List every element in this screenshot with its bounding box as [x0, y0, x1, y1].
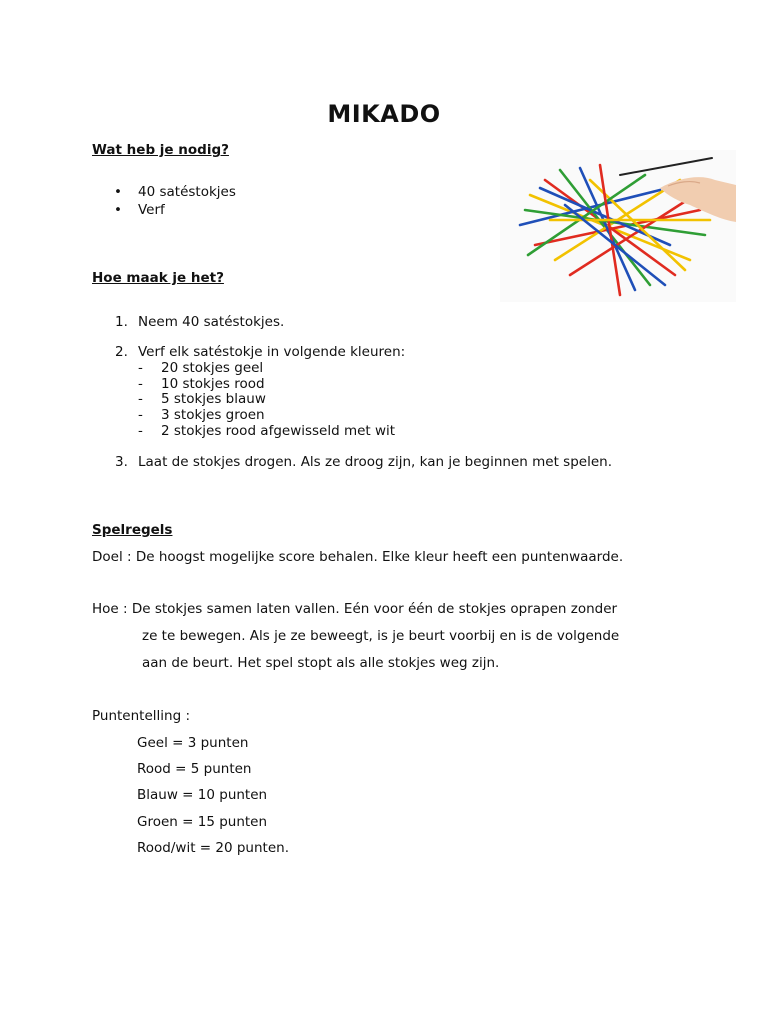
mikado-sticks-photo	[500, 150, 736, 302]
score-item-2: Rood = 5 punten	[137, 761, 252, 777]
color-dash-2: -	[138, 376, 143, 392]
step-number-3: 3.	[115, 454, 128, 470]
rules-goal: Doel : De hoogst mogelijke score behalen. Elke kleur heeft een puntenwaarde.	[92, 549, 624, 565]
step-number-2: 2.	[115, 344, 128, 360]
rules-how-line-3: aan de beurt. Het spel stopt als alle stokjes weg zijn.	[142, 655, 500, 671]
color-dash-1: -	[138, 360, 143, 376]
color-item-4: 3 stokjes groen	[161, 407, 265, 423]
needs-heading: Wat heb je nodig?	[92, 142, 229, 158]
color-item-5: 2 stokjes rood afgewisseld met wit	[161, 423, 396, 439]
needs-bullet-1: •	[114, 184, 122, 200]
color-dash-5: -	[138, 423, 143, 439]
color-item-1: 20 stokjes geel	[161, 360, 264, 376]
color-item-3: 5 stokjes blauw	[161, 391, 266, 407]
needs-bullet-2: •	[114, 202, 122, 218]
make-heading: Hoe maak je het?	[92, 270, 224, 286]
step-text-2: Verf elk satéstokje in volgende kleuren:	[138, 344, 406, 360]
score-label: Puntentelling :	[92, 708, 190, 724]
step-number-1: 1.	[115, 314, 128, 330]
rules-how-line-2: ze te bewegen. Als je ze beweegt, is je beurt voorbij en is de volgende	[142, 628, 620, 644]
step-text-1: Neem 40 satéstokjes.	[138, 314, 285, 330]
score-item-5: Rood/wit = 20 punten.	[137, 840, 289, 856]
score-item-1: Geel = 3 punten	[137, 735, 249, 751]
rules-heading: Spelregels	[92, 522, 173, 538]
step-text-3: Laat de stokjes drogen. Als ze droog zijn, kan je beginnen met spelen.	[138, 454, 612, 470]
color-item-2: 10 stokjes rood	[161, 376, 265, 392]
color-dash-3: -	[138, 391, 143, 407]
score-item-3: Blauw = 10 punten	[137, 787, 268, 803]
rules-how-line-1: Hoe : De stokjes samen laten vallen. Eén voor één de stokjes oprapen zonder	[92, 601, 618, 617]
color-dash-4: -	[138, 407, 143, 423]
page-title: MIKADO	[327, 100, 441, 128]
needs-item-2: Verf	[138, 202, 165, 218]
needs-item-1: 40 satéstokjes	[138, 184, 236, 200]
score-item-4: Groen = 15 punten	[137, 814, 268, 830]
